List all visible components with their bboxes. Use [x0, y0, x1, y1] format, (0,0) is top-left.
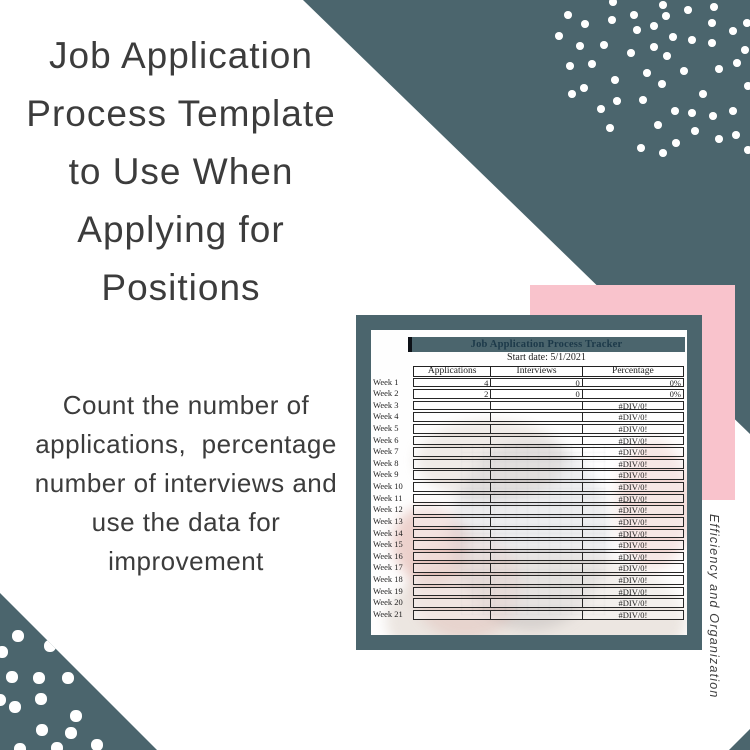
cell-interviews	[490, 460, 581, 468]
week-label: Week 17	[373, 562, 403, 573]
cell-interviews	[490, 437, 581, 445]
polka-dot	[14, 743, 25, 750]
polka-dot	[566, 62, 574, 70]
polka-dot	[744, 146, 750, 154]
polka-dot	[627, 49, 635, 57]
week-label: Week 18	[373, 574, 403, 585]
title-bar-accent	[408, 337, 412, 352]
polka-dot	[732, 131, 740, 139]
week-label: Week 16	[373, 550, 403, 561]
table-row	[413, 389, 684, 399]
polka-dot	[597, 105, 605, 113]
polka-dot	[710, 3, 718, 11]
cell-percentage: #DIV/0!	[582, 483, 683, 491]
cell-percentage: #DIV/0!	[582, 471, 683, 479]
column-header-applications: Applications	[427, 366, 477, 376]
polka-dot	[580, 84, 588, 92]
body-line-4: use the data for	[91, 507, 281, 537]
cell-percentage: #DIV/0!	[582, 460, 683, 468]
polka-dot	[44, 640, 55, 651]
polka-dot	[708, 39, 716, 47]
polka-dot	[588, 60, 596, 68]
cell-applications	[414, 506, 490, 514]
cell-percentage: 0%	[582, 379, 683, 387]
polka-dot	[613, 97, 621, 105]
cell-percentage: #DIV/0!	[582, 518, 683, 526]
body-line-2: applications, percentage	[35, 429, 337, 459]
cell-applications: 2	[484, 390, 489, 398]
body-description	[2, 386, 370, 581]
table-row	[413, 575, 684, 585]
polka-dot	[611, 76, 619, 84]
week-label: Week 10	[373, 481, 403, 492]
polka-dot	[609, 0, 617, 6]
polka-dot	[9, 701, 20, 712]
cell-percentage: #DIV/0!	[582, 495, 683, 503]
cell-applications	[414, 425, 490, 433]
brand-vertical-text: Efficiency and Organization	[707, 514, 721, 699]
table-row	[413, 517, 684, 527]
cell-interviews	[490, 553, 581, 561]
cell-applications	[414, 495, 490, 503]
polka-dot	[6, 671, 17, 682]
cell-interviews	[490, 611, 581, 619]
week-label: Week 20	[373, 597, 403, 608]
body-line-1: Count the number of	[62, 390, 310, 420]
cell-percentage: 0%	[582, 390, 683, 398]
cell-percentage: #DIV/0!	[582, 553, 683, 561]
polka-dot	[70, 710, 81, 721]
cell-applications	[414, 611, 490, 619]
cell-interviews	[490, 483, 581, 491]
cell-interviews	[490, 599, 581, 607]
polka-dot	[0, 646, 8, 657]
table-row	[413, 552, 684, 562]
table-row	[413, 412, 684, 422]
polka-dot	[62, 672, 73, 683]
cell-interviews	[490, 471, 581, 479]
cell-applications	[414, 564, 490, 572]
cell-interviews: 0	[490, 390, 581, 398]
headline-line-5: Positions	[101, 267, 261, 308]
polka-dot	[709, 112, 717, 120]
polka-dot	[672, 139, 680, 147]
headline-line-1: Job Application	[49, 35, 313, 76]
body-line-5: improvement	[108, 546, 264, 576]
column-header-percentage: Percentage	[582, 367, 683, 376]
cell-applications	[414, 576, 490, 584]
cell-applications	[414, 471, 490, 479]
cell-percentage: #DIV/0!	[582, 564, 683, 572]
polka-dot	[688, 36, 696, 44]
table-row	[413, 424, 684, 434]
cell-interviews	[490, 530, 581, 538]
polka-dot	[741, 46, 749, 54]
polka-dot	[608, 16, 616, 24]
polka-dot	[650, 22, 658, 30]
headline-line-3: to Use When	[68, 151, 294, 192]
cell-interviews: 0	[490, 379, 581, 387]
cell-applications	[414, 588, 490, 596]
table-header-row	[413, 366, 684, 377]
polka-dot	[36, 724, 47, 735]
cell-percentage: #DIV/0!	[582, 402, 683, 410]
week-label: Week 8	[373, 457, 399, 468]
polka-dot	[581, 20, 589, 28]
table-row	[413, 494, 684, 504]
body-line-3: number of interviews and	[34, 468, 338, 498]
cell-applications	[414, 541, 490, 549]
polka-dot	[669, 33, 677, 41]
table-row	[413, 482, 684, 492]
headline-title	[0, 27, 362, 317]
polka-dot	[729, 27, 737, 35]
table-row	[413, 401, 684, 411]
table-row	[413, 378, 684, 388]
polka-dot	[663, 52, 671, 60]
polka-dot	[0, 694, 6, 705]
cell-interviews	[490, 564, 581, 572]
polka-dot	[654, 121, 662, 129]
polka-dot	[671, 107, 679, 115]
week-label: Week 6	[373, 434, 399, 445]
column-header-interviews: Interviews	[490, 367, 581, 376]
cell-applications	[414, 448, 490, 456]
cell-percentage: #DIV/0!	[582, 541, 683, 549]
cell-interviews	[490, 425, 581, 433]
week-label: Week 15	[373, 539, 403, 550]
table-row	[413, 610, 684, 620]
tracker-screenshot-frame	[356, 315, 702, 650]
week-label: Week 3	[373, 399, 399, 410]
cell-percentage: #DIV/0!	[582, 425, 683, 433]
week-label: Week 7	[373, 446, 399, 457]
polka-dot	[576, 42, 584, 50]
polka-dot	[639, 96, 647, 104]
headline-line-4: Applying for	[77, 209, 285, 250]
polka-dot	[659, 149, 667, 157]
cell-applications	[414, 518, 490, 526]
polka-dot	[715, 135, 723, 143]
cell-applications	[414, 437, 490, 445]
cell-interviews	[490, 518, 581, 526]
cell-applications	[414, 413, 490, 421]
week-label: Week 12	[373, 504, 403, 515]
cell-applications	[414, 483, 490, 491]
cell-applications: 4	[484, 378, 489, 387]
polka-dot	[637, 144, 645, 152]
cell-interviews	[490, 588, 581, 596]
cell-interviews	[490, 413, 581, 421]
table-row	[413, 563, 684, 573]
polka-dot	[650, 43, 658, 51]
polka-dot	[33, 672, 44, 683]
polka-dot	[606, 124, 614, 132]
polka-dot	[658, 80, 666, 88]
cell-applications	[414, 530, 490, 538]
polka-dot	[715, 65, 723, 73]
cell-percentage: #DIV/0!	[582, 448, 683, 456]
week-label: Week 5	[373, 422, 399, 433]
week-label: Week 4	[373, 411, 399, 422]
table-row	[413, 505, 684, 515]
cell-applications	[414, 599, 490, 607]
table-row	[413, 529, 684, 539]
table-row	[413, 598, 684, 608]
week-label: Week 1	[373, 376, 399, 387]
table-row	[413, 459, 684, 469]
table-row	[413, 540, 684, 550]
polka-dot	[51, 742, 62, 750]
cell-applications	[414, 402, 490, 410]
cell-percentage: #DIV/0!	[582, 506, 683, 514]
cell-percentage: #DIV/0!	[582, 588, 683, 596]
polka-dot	[662, 12, 670, 20]
cell-interviews	[490, 541, 581, 549]
start-date: Start date: 5/1/2021	[507, 352, 586, 363]
polka-dot	[680, 67, 688, 75]
polka-dot	[35, 693, 46, 704]
headline-line-2: Process Template	[26, 93, 336, 134]
polka-dot	[633, 26, 641, 34]
week-label: Week 11	[373, 492, 403, 503]
cell-percentage: #DIV/0!	[582, 599, 683, 607]
polka-dot	[659, 1, 667, 9]
polka-dot	[733, 59, 741, 67]
table-row	[413, 587, 684, 597]
polka-dot	[568, 90, 576, 98]
polka-dot	[691, 127, 699, 135]
tracker-sheet	[371, 330, 687, 635]
polka-dot	[708, 19, 716, 27]
tracker-title: Job Application Process Tracker	[470, 339, 623, 350]
tracker-title-bar	[408, 337, 685, 352]
polka-dot	[65, 727, 76, 738]
cell-interviews	[490, 448, 581, 456]
polka-dot	[643, 69, 651, 77]
polka-dot	[729, 107, 737, 115]
cell-percentage: #DIV/0!	[582, 413, 683, 421]
cell-percentage: #DIV/0!	[582, 437, 683, 445]
polka-dot	[743, 19, 750, 27]
polka-dot	[564, 11, 572, 19]
cell-interviews	[490, 576, 581, 584]
week-label: Week 21	[373, 608, 403, 619]
week-label: Week 14	[373, 527, 403, 538]
cell-percentage: #DIV/0!	[582, 611, 683, 619]
polka-dot	[699, 90, 707, 98]
week-label: Week 9	[373, 469, 399, 480]
table-row	[413, 436, 684, 446]
cell-interviews	[490, 402, 581, 410]
polka-dot	[91, 739, 102, 750]
table-row	[413, 470, 684, 480]
polka-dot	[684, 6, 692, 14]
cell-applications	[414, 460, 490, 468]
polka-dot	[744, 82, 750, 90]
cell-applications	[414, 553, 490, 561]
cell-interviews	[490, 495, 581, 503]
polka-dot	[630, 11, 638, 19]
polka-dot	[12, 630, 23, 641]
cell-percentage: #DIV/0!	[582, 530, 683, 538]
polka-dot	[555, 32, 563, 40]
week-label: Week 13	[373, 515, 403, 526]
polka-dot	[688, 109, 696, 117]
table-row	[413, 447, 684, 457]
week-label: Week 19	[373, 585, 403, 596]
cell-percentage: #DIV/0!	[582, 576, 683, 584]
week-label: Week 2	[373, 388, 399, 399]
polka-dot	[600, 41, 608, 49]
cell-interviews	[490, 506, 581, 514]
